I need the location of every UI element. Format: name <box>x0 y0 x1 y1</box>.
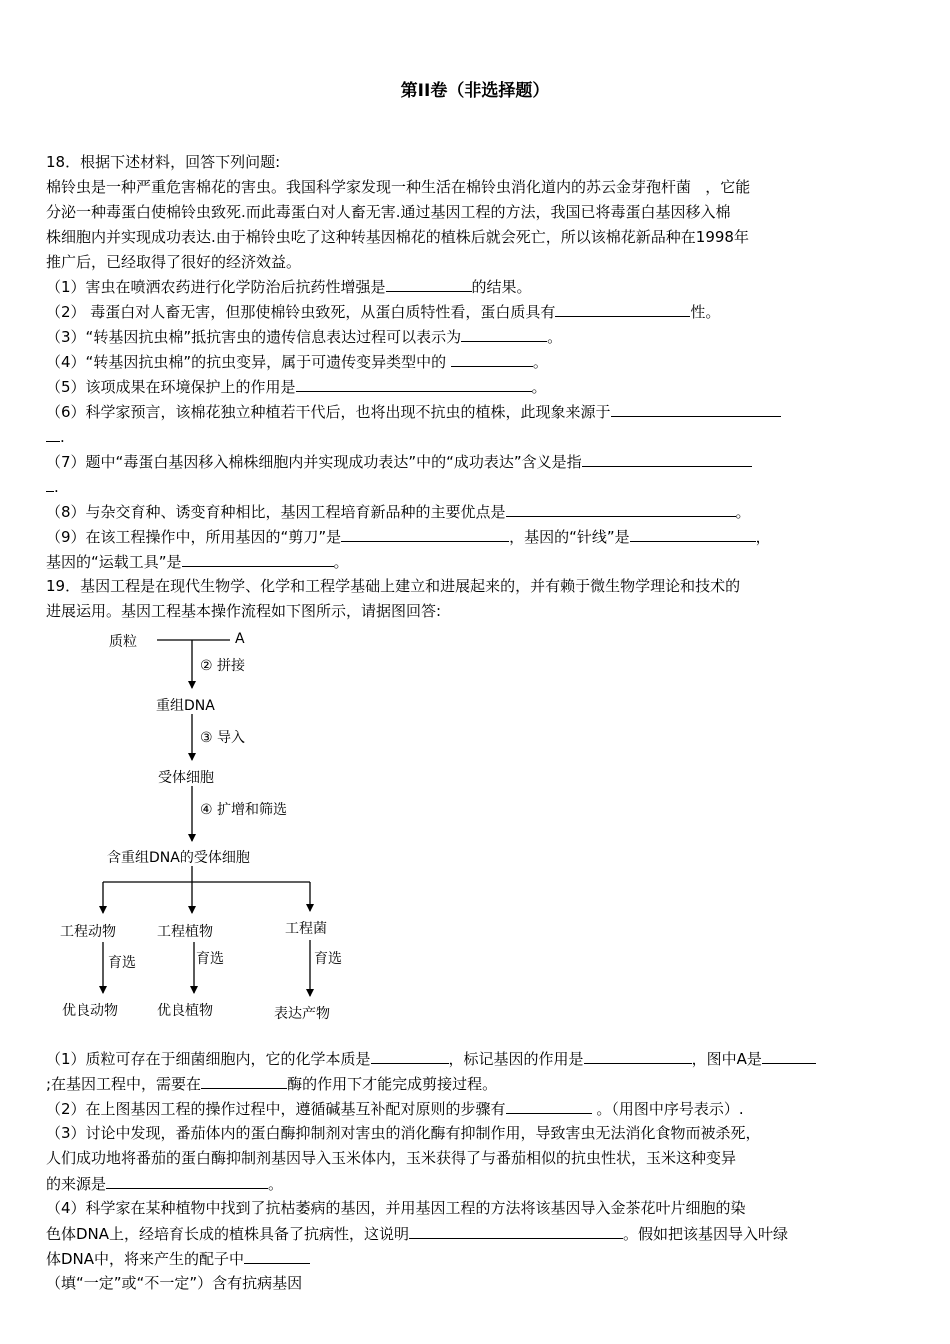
q18-material-line: 分泌一种毒蛋白使棉铃虫致死.而此毒蛋白对人畜无害.通过基因工程的方法，我国已将毒蛋白基因移入棉 <box>46 203 731 221</box>
label-eng-bacteria: 工程菌 <box>285 921 327 937</box>
q18-header: 18．根据下述材料，回答下列问题: <box>46 153 281 171</box>
label-plasmid: 质粒 <box>109 634 137 650</box>
label-step3: ③ 导入 <box>200 730 246 746</box>
q18-sub5: （5）该项成果在环境保护上的作用是 。 <box>46 378 547 396</box>
label-eng-animal: 工程动物 <box>60 924 116 940</box>
label-eng-plant: 工程植物 <box>157 924 213 940</box>
q19-intro: 进展运用。基因工程基本操作流程如下图所示，请据图回答: <box>46 602 442 620</box>
label-host-with-dna: 含重组DNA的受体细胞 <box>107 850 250 866</box>
q19-sub1-cont: ;在基因工程中，需要在 酶的作用下才能完成剪接过程。 <box>46 1075 498 1093</box>
answer-blank[interactable] <box>244 1248 310 1264</box>
q19-sub2: （2）在上图基因工程的操作过程中，遵循碱基互补配对原则的步骤有 。（用图中序号表示）. <box>46 1100 744 1118</box>
q18-sub6: （6）科学家预言，该棉花独立种植若干代后，也将出现不抗虫的植株，此现象来源于 <box>46 401 781 422</box>
label-host-cell: 受体细胞 <box>158 770 214 786</box>
q19-sub3: （3）讨论中发现，番茄体内的蛋白酶抑制剂对害虫的消化酶有抑制作用，导致害虫无法消化食物而被杀死， <box>46 1124 761 1142</box>
q18-sub9-cont: 基因的“运载工具”是 。 <box>46 553 349 571</box>
q18-sub8: （8）与杂交育种、诱变育种相比，基因工程培育新品种的主要优点是 。 <box>46 503 751 521</box>
label-good-plant: 优良植物 <box>157 1003 213 1019</box>
label-breed: 育选 <box>314 951 342 967</box>
q19-sub4-cont: 色体DNA上，经培育长成的植株具备了抗病性，这说明 。假如把该基因导入叶绿 <box>46 1225 789 1243</box>
answer-blank[interactable] <box>409 1223 623 1239</box>
q18-sub3: （3）“转基因抗虫棉”抵抗害虫的遗传信息表达过程可以表示为 。 <box>46 328 563 346</box>
answer-blank[interactable] <box>106 1173 268 1189</box>
q18-material-line: 推广后，已经取得了很好的经济效益。 <box>46 253 302 271</box>
q19-sub3-cont: 人们成功地将番茄的蛋白酶抑制剂基因导入玉米体内，玉米获得了与番茄相似的抗虫性状，玉米这种变异 <box>46 1149 737 1167</box>
q19-sub4-end: （填“一定”或“不一定”）含有抗病基因 <box>46 1274 303 1292</box>
q18-sub2: （2） 毒蛋白对人畜无害，但那使棉铃虫致死，从蛋白质特性看，蛋白质具有 性。 <box>46 303 721 321</box>
q18-sub4: （4）“转基因抗虫棉”的抗虫变异，属于可遗传变异类型中的 。 <box>46 353 548 371</box>
answer-blank[interactable] <box>201 1073 287 1089</box>
answer-blank[interactable] <box>371 1048 449 1064</box>
q18-sub9: （9）在该工程操作中，所用基因的“剪刀”是 ，基因的“针线”是 ， <box>46 528 771 546</box>
q18-sub6-cont: . <box>46 426 65 447</box>
label-breed: 育选 <box>108 955 136 971</box>
q18-material-line: 棉铃虫是一种严重危害棉花的害虫。我国科学家发现一种生活在棉铃虫消化道内的苏云金芽孢杆菌 ，它能 <box>46 178 751 196</box>
label-step4: ④ 扩增和筛选 <box>200 802 288 818</box>
q18-sub1: （1）害虫在喷洒农药进行化学防治后抗药性增强是 的结果。 <box>46 278 532 296</box>
q19-sub4-cont2: 体DNA中，将来产生的配子中 <box>46 1248 310 1269</box>
page-title: 第II卷（非选择题） <box>400 81 550 101</box>
q19-sub1: （1）质粒可存在于细菌细胞内，它的化学本质是 ，标记基因的作用是 ，图中A是 <box>46 1048 816 1069</box>
answer-blank[interactable] <box>506 1098 592 1114</box>
q19-sub3-end: 的来源是 。 <box>46 1175 284 1193</box>
label-good-animal: 优良动物 <box>62 1003 118 1019</box>
q19-intro: 19．基因工程是在现代生物学、化学和工程学基础上建立和进展起来的，并有赖于微生物学理论和技术的 <box>46 577 741 595</box>
label-recombinant-dna: 重组DNA <box>156 698 215 714</box>
label-breed: 育选 <box>196 951 224 967</box>
label-product: 表达产物 <box>274 1006 330 1022</box>
answer-blank[interactable] <box>584 1048 692 1064</box>
q18-sub7-cont: . <box>46 476 59 497</box>
answer-blank[interactable] <box>762 1048 816 1064</box>
q18-sub7: （7）题中“毒蛋白基因移入棉株细胞内并实现成功表达”中的“成功表达”含义是指 <box>46 451 752 472</box>
q19-sub4: （4）科学家在某种植物中找到了抗枯萎病的基因，并用基因工程的方法将该基因导入金茶花叶片细胞的染 <box>46 1199 746 1217</box>
label-a: A <box>235 631 245 647</box>
label-step2: ② 拼接 <box>200 658 246 674</box>
q18-material-line: 株细胞内并实现成功表达.由于棉铃虫吃了这种转基因棉花的植株后就会死亡，所以该棉花新品种在1998年 <box>46 228 749 246</box>
